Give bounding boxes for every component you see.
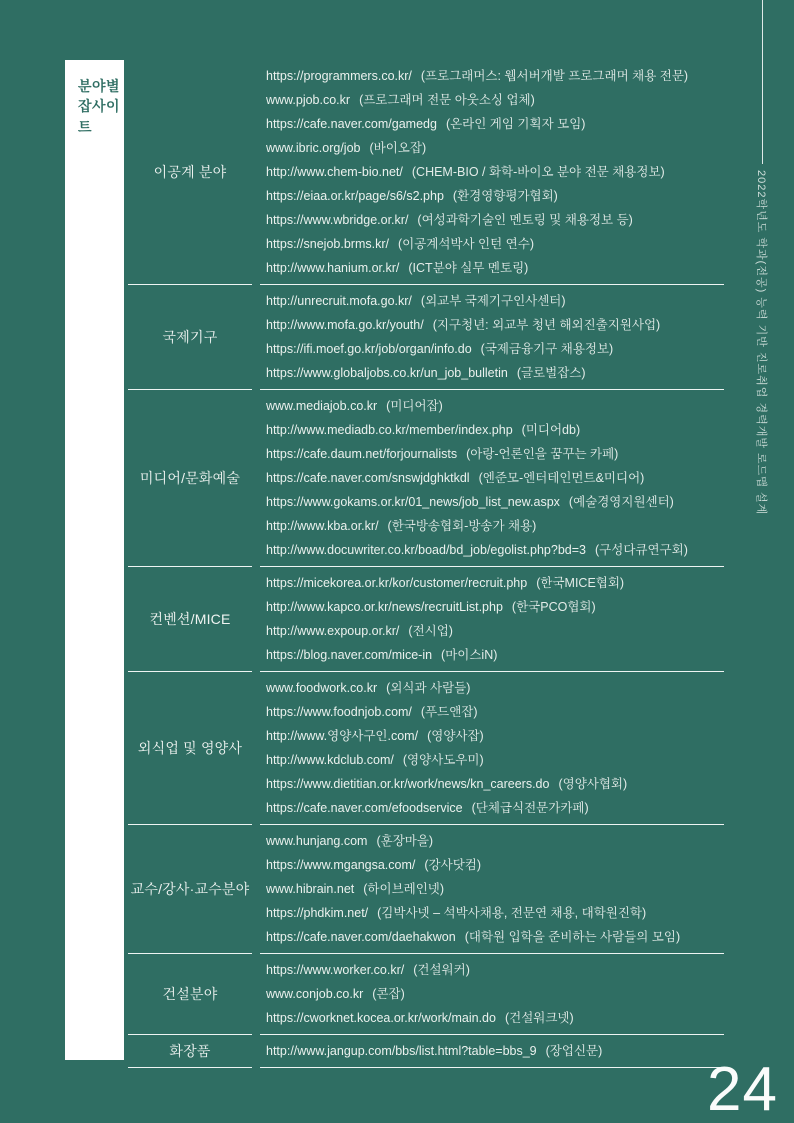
link-line bbox=[266, 901, 724, 925]
link-description: (미디어db) bbox=[521, 423, 581, 437]
links-cell bbox=[260, 672, 724, 825]
link-description: (건설워커) bbox=[413, 963, 470, 977]
column-gap bbox=[252, 672, 260, 825]
link-url[interactable]: https://cworknet.kocea.or.kr/work/main.do bbox=[266, 1011, 496, 1025]
link-line bbox=[266, 538, 724, 562]
link-line bbox=[266, 208, 724, 232]
table-row bbox=[128, 567, 724, 672]
link-url[interactable]: https://www.wbridge.or.kr/ bbox=[266, 213, 409, 227]
link-line bbox=[266, 925, 724, 949]
link-line bbox=[266, 853, 724, 877]
link-description: (바이오잡) bbox=[369, 141, 427, 155]
link-description: (예술경영지원센터) bbox=[568, 495, 674, 509]
link-url[interactable]: http://www.expoup.or.kr/ bbox=[266, 624, 400, 638]
category-label: 외식업 및 영양사 bbox=[137, 740, 243, 756]
link-description: (프로그래머스: 웹서버개발 프로그래머 채용 전문) bbox=[420, 69, 689, 83]
link-url[interactable]: www.foodwork.co.kr bbox=[266, 681, 378, 695]
link-url[interactable]: https://www.foodnjob.com/ bbox=[266, 705, 412, 719]
link-description: (영양사협회) bbox=[558, 777, 628, 791]
link-description: (마이스iN) bbox=[441, 648, 498, 662]
link-line bbox=[266, 829, 724, 853]
link-line bbox=[266, 490, 724, 514]
link-url[interactable]: https://www.gokams.or.kr/01_news/job_list_new.aspx bbox=[266, 495, 560, 509]
link-description: (이공계석박사 인턴 연수) bbox=[397, 237, 534, 251]
link-description: (장업신문) bbox=[545, 1044, 603, 1058]
link-url[interactable]: https://www.globaljobs.co.kr/un_job_bulletin bbox=[266, 366, 508, 380]
link-url[interactable]: https://www.worker.co.kr/ bbox=[266, 963, 405, 977]
link-url[interactable]: https://cafe.naver.com/efoodservice bbox=[266, 801, 463, 815]
table-row bbox=[128, 825, 724, 954]
category-cell bbox=[128, 567, 252, 672]
category-cell bbox=[128, 672, 252, 825]
link-line bbox=[266, 466, 724, 490]
link-line bbox=[266, 1006, 724, 1030]
column-gap bbox=[252, 954, 260, 1035]
category-label: 이공계 분야 bbox=[153, 164, 227, 180]
link-url[interactable]: https://phdkim.net/ bbox=[266, 906, 369, 920]
category-cell bbox=[128, 825, 252, 954]
link-line bbox=[266, 571, 724, 595]
link-url[interactable]: http://www.kdclub.com/ bbox=[266, 753, 394, 767]
link-description: (한국PCO협회) bbox=[511, 600, 596, 614]
link-description: (글로벌잡스) bbox=[516, 366, 586, 380]
link-description: (한국방송협회-방송가 채용) bbox=[387, 519, 537, 533]
link-description: (푸드앤잡) bbox=[420, 705, 478, 719]
category-label: 컨벤션/MICE bbox=[149, 611, 231, 627]
link-url[interactable]: https://programmers.co.kr/ bbox=[266, 69, 412, 83]
link-line bbox=[266, 676, 724, 700]
column-gap bbox=[252, 60, 260, 285]
link-line bbox=[266, 958, 724, 982]
side-note-vertical-text: 2022학년도 학과(전공) 능력 기반 진로취업 경력개발 로드맵 설계 bbox=[755, 170, 767, 516]
side-rule-line bbox=[762, 0, 763, 164]
links-cell bbox=[260, 825, 724, 954]
link-line bbox=[266, 748, 724, 772]
link-description: (한국MICE협회) bbox=[536, 576, 625, 590]
link-url[interactable]: http://www.hanium.or.kr/ bbox=[266, 261, 400, 275]
table-row bbox=[128, 285, 724, 390]
links-cell bbox=[260, 954, 724, 1035]
link-description: (대학원 입학을 준비하는 사람들의 모임) bbox=[464, 930, 681, 944]
link-description: (훈장마을) bbox=[376, 834, 434, 848]
link-line bbox=[266, 313, 724, 337]
link-url[interactable]: http://www.chem-bio.net/ bbox=[266, 165, 403, 179]
link-description: (하이브레인넷) bbox=[363, 882, 445, 896]
page-number: 24 bbox=[707, 1055, 778, 1123]
link-url[interactable]: www.pjob.co.kr bbox=[266, 93, 351, 107]
link-line bbox=[266, 595, 724, 619]
category-label: 건설분야 bbox=[162, 986, 218, 1002]
link-url[interactable]: https://cafe.daum.net/forjournalists bbox=[266, 447, 458, 461]
category-label: 국제기구 bbox=[162, 329, 218, 345]
link-description: (아랑-언론인을 꿈꾸는 카페) bbox=[466, 447, 619, 461]
link-url[interactable]: https://blog.naver.com/mice-in bbox=[266, 648, 433, 662]
link-line bbox=[266, 256, 724, 280]
link-line bbox=[266, 772, 724, 796]
link-line bbox=[266, 337, 724, 361]
sidebar-strip bbox=[65, 60, 124, 1060]
link-description: (건설워크넷) bbox=[504, 1011, 574, 1025]
link-url[interactable]: http://www.영양사구인.com/ bbox=[266, 729, 419, 743]
link-line bbox=[266, 418, 724, 442]
link-line bbox=[266, 724, 724, 748]
column-gap bbox=[252, 285, 260, 390]
category-cell bbox=[128, 285, 252, 390]
link-url[interactable]: https://cafe.naver.com/gamedg bbox=[266, 117, 437, 131]
link-description: (외식과 사람들) bbox=[386, 681, 471, 695]
link-line bbox=[266, 619, 724, 643]
link-line bbox=[266, 136, 724, 160]
link-description: (전시업) bbox=[408, 624, 453, 638]
link-url[interactable]: https://eiaa.or.kr/page/s6/s2.php bbox=[266, 189, 444, 203]
links-cell bbox=[260, 390, 724, 567]
job-sites-table bbox=[128, 60, 724, 1068]
link-url[interactable]: http://www.mofa.go.kr/youth/ bbox=[266, 318, 424, 332]
link-description: (온라인 게임 기획자 모임) bbox=[445, 117, 586, 131]
table-row bbox=[128, 390, 724, 567]
link-description: (김박사넷 – 석박사채용, 전문연 채용, 대학원진학) bbox=[377, 906, 647, 920]
link-description: (강사닷컴) bbox=[424, 858, 482, 872]
link-url[interactable]: http://unrecruit.mofa.go.kr/ bbox=[266, 294, 412, 308]
link-line bbox=[266, 394, 724, 418]
link-url[interactable]: https://micekorea.or.kr/kor/customer/recruit.php bbox=[266, 576, 528, 590]
link-description: (구성다큐연구회) bbox=[595, 543, 688, 557]
link-url[interactable]: www.conjob.co.kr bbox=[266, 987, 364, 1001]
link-line bbox=[266, 643, 724, 667]
table-row bbox=[128, 1035, 724, 1068]
category-cell bbox=[128, 954, 252, 1035]
column-gap bbox=[252, 390, 260, 567]
link-url[interactable]: www.hibrain.net bbox=[266, 882, 355, 896]
link-url[interactable]: http://www.kba.or.kr/ bbox=[266, 519, 379, 533]
link-line bbox=[266, 184, 724, 208]
link-url[interactable]: www.mediajob.co.kr bbox=[266, 399, 378, 413]
link-line bbox=[266, 88, 724, 112]
link-description: (환경영향평가협회) bbox=[452, 189, 558, 203]
link-line bbox=[266, 1039, 724, 1063]
sidebar-label bbox=[65, 60, 124, 137]
link-line bbox=[266, 232, 724, 256]
category-cell bbox=[128, 390, 252, 567]
link-description: (미디어잡) bbox=[386, 399, 443, 413]
link-url[interactable]: http://www.kapco.or.kr/news/recruitList.php bbox=[266, 600, 503, 614]
link-description: (CHEM-BIO / 화학-바이오 분야 전문 채용정보) bbox=[411, 165, 665, 179]
link-url[interactable]: https://cafe.naver.com/snswjdghktkdl bbox=[266, 471, 470, 485]
link-line bbox=[266, 112, 724, 136]
column-gap bbox=[252, 1035, 260, 1068]
category-label: 교수/강사·교수분야 bbox=[130, 881, 250, 897]
link-url[interactable]: https://www.mgangsa.com/ bbox=[266, 858, 416, 872]
category-label: 화장품 bbox=[169, 1043, 211, 1059]
link-line bbox=[266, 982, 724, 1006]
link-description: (영양사잡) bbox=[427, 729, 484, 743]
link-line bbox=[266, 64, 724, 88]
link-description: (프로그래머 전문 아웃소싱 업체) bbox=[359, 93, 535, 107]
column-gap bbox=[252, 567, 260, 672]
sidebar-label-line1: 분야별 bbox=[78, 78, 121, 94]
link-line bbox=[266, 361, 724, 385]
link-description: (국제금융기구 채용정보) bbox=[480, 342, 614, 356]
link-url[interactable]: https://www.dietitian.or.kr/work/news/kn_careers.do bbox=[266, 777, 550, 791]
link-url[interactable]: http://www.mediadb.co.kr/member/index.php bbox=[266, 423, 513, 437]
link-description: (엔준모-엔터테인먼트&미디어) bbox=[478, 471, 645, 485]
link-line bbox=[266, 289, 724, 313]
link-line bbox=[266, 700, 724, 724]
column-gap bbox=[252, 825, 260, 954]
link-description: (외교부 국제기구인사센터) bbox=[420, 294, 566, 308]
sidebar-label-line2: 잡사이트 bbox=[78, 98, 121, 135]
link-line bbox=[266, 160, 724, 184]
link-description: (여성과학기술인 멘토링 및 채용정보 등) bbox=[417, 213, 633, 227]
link-description: (지구청년: 외교부 청년 해외진출지원사업) bbox=[432, 318, 661, 332]
links-cell bbox=[260, 1035, 724, 1068]
links-cell bbox=[260, 60, 724, 285]
category-cell bbox=[128, 1035, 252, 1068]
table-row bbox=[128, 672, 724, 825]
link-url[interactable]: http://www.docuwriter.co.kr/boad/bd_job/egolist.php?bd=3 bbox=[266, 543, 586, 557]
link-url[interactable]: www.hunjang.com bbox=[266, 834, 368, 848]
link-line bbox=[266, 442, 724, 466]
link-line bbox=[266, 796, 724, 820]
category-cell bbox=[128, 60, 252, 285]
link-url[interactable]: www.ibric.org/job bbox=[266, 141, 361, 155]
link-line bbox=[266, 877, 724, 901]
link-url[interactable]: http://www.jangup.com/bbs/list.html?table=bbs_9 bbox=[266, 1044, 537, 1058]
category-label: 미디어/문화예술 bbox=[139, 470, 241, 486]
link-description: (영양사도우미) bbox=[402, 753, 484, 767]
link-line bbox=[266, 514, 724, 538]
links-cell bbox=[260, 285, 724, 390]
link-description: (단체급식전문가카페) bbox=[471, 801, 589, 815]
link-url[interactable]: https://cafe.naver.com/daehakwon bbox=[266, 930, 456, 944]
table-row bbox=[128, 954, 724, 1035]
links-cell bbox=[260, 567, 724, 672]
link-description: (콘잡) bbox=[372, 987, 405, 1001]
link-url[interactable]: https://snejob.brms.kr/ bbox=[266, 237, 389, 251]
table-row bbox=[128, 60, 724, 285]
link-url[interactable]: https://ifi.moef.go.kr/job/organ/info.do bbox=[266, 342, 472, 356]
link-description: (ICT분야 실무 멘토링) bbox=[408, 261, 529, 275]
